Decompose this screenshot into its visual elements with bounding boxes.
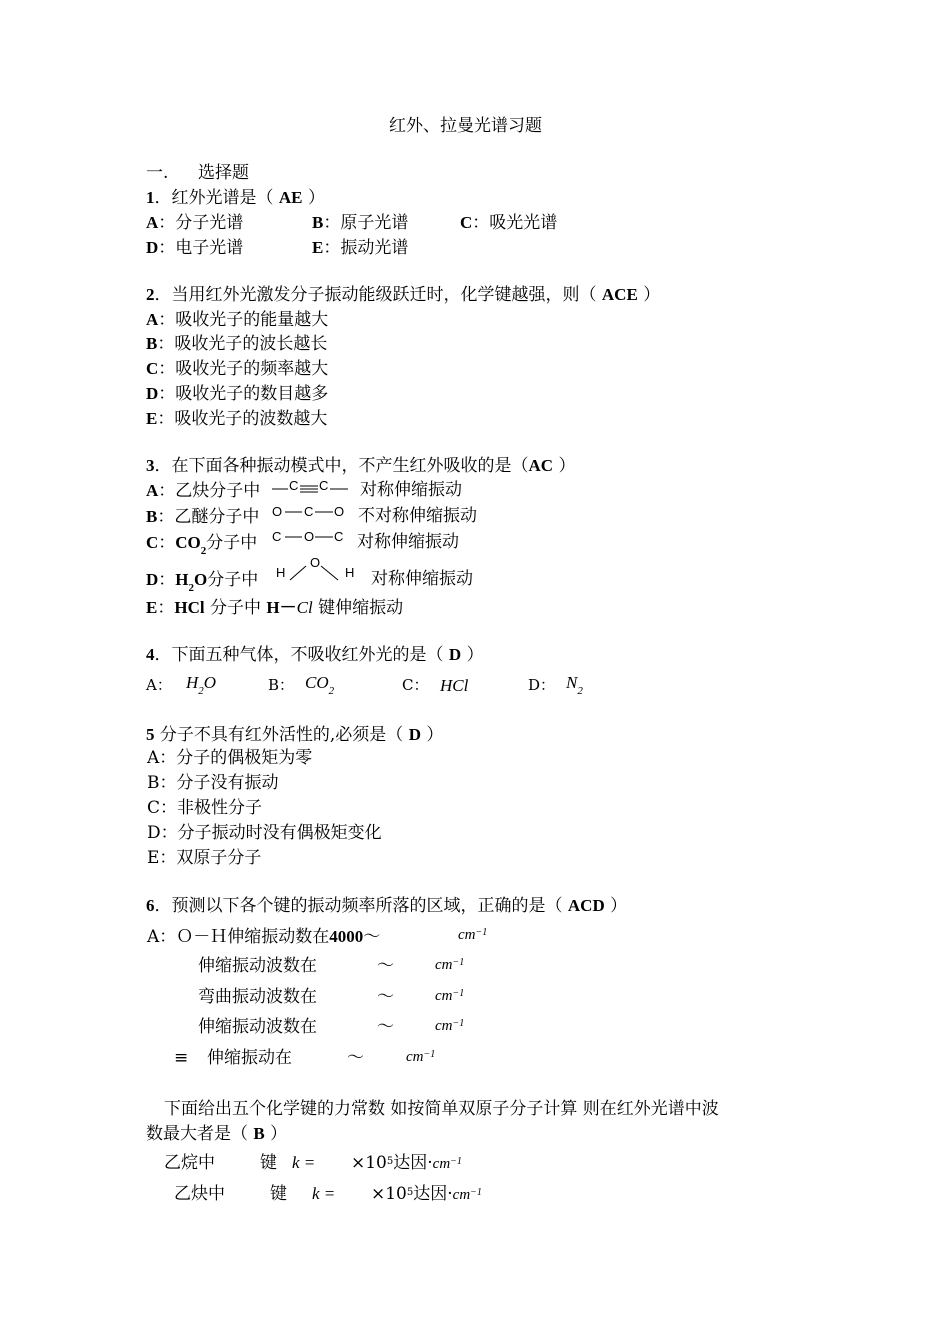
q3d-atom-1: H	[276, 565, 286, 580]
q1-answer: AE	[278, 188, 303, 207]
q7-line-2: 数最大者是（ B ）	[146, 1124, 288, 1144]
q3a-atom-2: C	[319, 478, 329, 493]
q7-answer: B	[253, 1124, 265, 1143]
q6-tilde-e: ～	[347, 1048, 364, 1068]
q7-line-1: 下面给出五个化学键的力常数 如按简单双原子分子计算 则在红外光谱中波	[164, 1099, 719, 1119]
q3-close: ）	[558, 456, 576, 476]
q2-option-e: E：吸收光子的波数越大	[146, 409, 328, 429]
q1-option-a: A：分子光谱	[146, 213, 244, 233]
q1-close: ）	[307, 188, 325, 208]
q4-formula-d: $N_2$	[566, 673, 583, 697]
q5-option-d: D：分子振动时没有偶极矩变化	[147, 823, 382, 843]
q6-row-e-symbol: ≡	[174, 1048, 189, 1068]
q7-row-2-bond: 键	[270, 1184, 287, 1204]
q3-option-b: B：乙醚分子中	[146, 507, 260, 527]
q3a-post: 对称伸缩振动	[360, 480, 462, 500]
q3d-atom-3: H	[345, 565, 355, 580]
q3-option-a: A：乙炔分子中	[146, 481, 261, 501]
q5-number: 5	[146, 725, 155, 744]
q3c-structure	[282, 535, 338, 541]
page-title: 红外、拉曼光谱习题	[389, 116, 542, 136]
q4-formula-a: $H_2O$	[186, 673, 217, 697]
q6-tilde-d: ～	[377, 1017, 394, 1037]
q3d-atom-2: O	[310, 555, 321, 570]
q2-text: ．当用红外光激发分子振动能级跃迁时，化学键越强，则（	[154, 285, 597, 305]
q6-unit-e: $cm^{-1}$	[406, 1049, 436, 1065]
q6-unit-d: $cm^{-1}$	[435, 1018, 465, 1034]
q1-number: 1	[146, 188, 155, 207]
q3c-atom-2: O	[304, 529, 315, 544]
q5-option-a: A：分子的偶极矩为零	[147, 748, 313, 768]
q1-option-c: C：吸光光谱	[460, 213, 558, 233]
q3a-structure	[270, 484, 350, 496]
q2-option-b: B：吸收光子的波长越长	[146, 334, 328, 354]
q6-tilde-b: ～	[377, 956, 394, 976]
section-label: 选择题	[198, 163, 249, 183]
q3b-post: 不对称伸缩振动	[358, 506, 477, 526]
q3-option-e: E：HCl 分子中 H－Cl 键伸缩振动	[146, 598, 404, 618]
q4-option-b: B：	[268, 676, 295, 694]
q6-option-a: A：Ｏ－Ｈ伸缩振动数在4000～	[147, 927, 381, 947]
q4-close: ）	[466, 645, 484, 665]
q6-close: ）	[610, 896, 628, 916]
q2-option-d: D：吸收光子的数目越多	[146, 384, 329, 404]
q1-text: ．红外光谱是（	[154, 188, 274, 208]
q3-text: ．在下面各种振动模式中，不产生红外吸收的是（	[154, 456, 529, 476]
q3d-structure	[288, 562, 344, 582]
q3c-atom-3: C	[334, 529, 344, 544]
q7-row-2-value: $\times 10^5$达因$\cdot cm^{-1}$	[371, 1184, 482, 1204]
q2-option-c: C：吸收光子的频率越大	[146, 359, 329, 379]
q5-option-c: C：非极性分子	[147, 798, 263, 818]
q6-row-c: 弯曲振动波数在	[198, 987, 317, 1007]
q3a-atom-1: C	[289, 478, 299, 493]
q6-unit-a: $cm^{-1}$	[458, 927, 488, 943]
question-6	[146, 897, 627, 915]
q4-option-c: C：	[402, 676, 429, 694]
q3-answer: AC	[528, 456, 554, 475]
q4-formula-c: HCl	[440, 676, 469, 695]
q6-row-d: 伸缩振动波数在	[198, 1017, 317, 1037]
q5-close: ）	[426, 725, 444, 745]
q7-row-1-bond: 键	[260, 1153, 277, 1173]
q4-text: ．下面五种气体，不吸收红外光的是（	[154, 645, 444, 665]
question-2	[146, 286, 660, 304]
q4-option-d: D：	[528, 676, 556, 694]
question-4	[146, 646, 484, 664]
q6-answer: ACD	[567, 896, 605, 915]
question-3	[146, 457, 575, 475]
q7-row-2-label: 乙炔中	[174, 1184, 225, 1204]
q2-number: 2	[146, 285, 155, 304]
q3b-atom-1: O	[272, 504, 283, 519]
section-number: 一.	[146, 163, 169, 183]
q3b-atom-3: O	[334, 504, 345, 519]
q6-row-b: 伸缩振动波数在	[198, 956, 317, 976]
q3c-atom-1: C	[272, 529, 282, 544]
q2-close: ）	[643, 285, 661, 305]
q6-row-e: 伸缩振动在	[207, 1048, 292, 1068]
q6-unit-b: $cm^{-1}$	[435, 957, 465, 973]
q3-option-d: D：$H_2O$分子中	[146, 570, 259, 594]
q5-answer: D	[408, 725, 421, 744]
question-1	[146, 189, 325, 207]
q3c-post: 对称伸缩振动	[357, 532, 459, 552]
q2-option-a: A：吸收光子的能量越大	[146, 310, 329, 330]
q3-option-c: C：$CO_2$分子中	[146, 533, 258, 557]
q4-formula-b: $CO_2$	[305, 673, 335, 697]
q3d-post: 对称伸缩振动	[371, 569, 473, 589]
q4-answer: D	[448, 645, 462, 664]
q6-text: ．预测以下各个键的振动频率所落的区域，正确的是（	[154, 896, 563, 916]
question-5	[146, 726, 443, 744]
q4-option-a: A：	[146, 676, 172, 694]
q6-number: 6	[146, 896, 155, 915]
q1-option-e: E：振动光谱	[312, 238, 409, 258]
q7-row-1-k: k =	[292, 1153, 316, 1172]
q6-tilde-c: ～	[377, 987, 394, 1007]
q3b-atom-2: C	[304, 504, 314, 519]
q3b-structure	[282, 510, 338, 516]
q5-option-e: E：双原子分子	[147, 848, 262, 868]
q5-option-b: B：分子没有振动	[147, 773, 279, 793]
q4-number: 4	[146, 645, 155, 664]
q1-option-d: D：电子光谱	[146, 238, 244, 258]
q3-number: 3	[146, 456, 155, 475]
q5-text: 分子不具有红外活性的,必须是（	[159, 725, 404, 745]
q1-option-b: B：原子光谱	[312, 213, 409, 233]
q2-answer: ACE	[601, 285, 638, 304]
q6-unit-c: $cm^{-1}$	[435, 988, 465, 1004]
q7-row-2-k: k =	[312, 1184, 336, 1203]
q7-row-1-value: $\times 10^5$达因$\cdot cm^{-1}$	[351, 1153, 462, 1173]
q7-row-1-label: 乙烷中	[164, 1153, 215, 1173]
